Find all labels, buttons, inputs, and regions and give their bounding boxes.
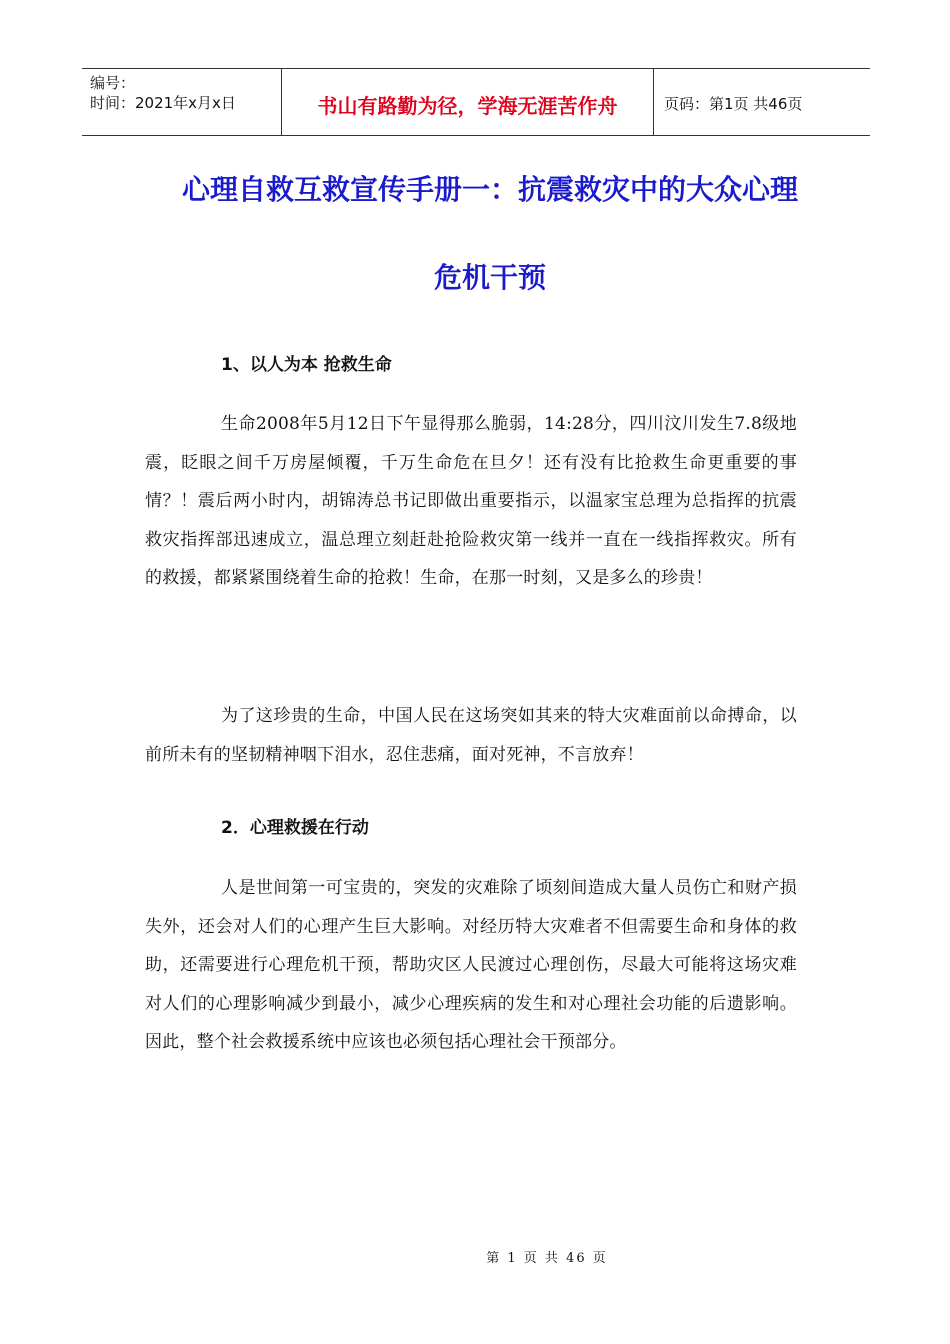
document-title-line-2: 危机干预 <box>433 261 546 294</box>
section-1-paragraph-1: 生命2008年5月12日下午显得那么脆弱，14:28分，四川汶川发生7.8级地震，眨眼之间千万房屋倾覆，千万生命危在旦夕！还有没有比抢救生命更重要的事情？！震后两小时内，胡锦涛总书记即做出重要指示，以温家宝总理为总指挥的抗震救灾指挥部迅速成立，温总理立刻赶赴抢险救灾第一线并一直在一线指挥救灾。所有的救援，都紧紧围绕着生命的抢救！生命，在那一时刻，又是多么的珍贵！ <box>145 414 797 588</box>
page-footer: 第 1 页 共 46 页 <box>486 1251 608 1266</box>
document-header <box>82 68 870 136</box>
header-meta <box>82 69 282 135</box>
header-page-info: 页码：第1页 共46页 <box>664 94 803 113</box>
section-heading-1: 1、以人为本 抢救生命 <box>221 355 392 375</box>
document-title-line-1: 心理自救互救宣传手册一：抗震救灾中的大众心理 <box>181 173 798 206</box>
section-1-paragraph-2: 为了这珍贵的生命，中国人民在这场突如其来的特大灾难面前以命搏命，以前所未有的坚韧精神咽下泪水，忍住悲痛，面对死神，不言放弃！ <box>145 706 797 765</box>
header-motto: 书山有路勤为径，学海无涯苦作舟 <box>282 69 654 135</box>
section-2-paragraph-1: 人是世间第一可宝贵的，突发的灾难除了顷刻间造成大量人员伤亡和财产损失外，还会对人们的心理产生巨大影响。对经历特大灾难者不但需要生命和身体的救助，还需要进行心理危机干预，帮助灾区人民渡过心理创伤，尽最大可能将这场灾难对人们的心理影响减少到最小，减少心理疾病的发生和对心理社会功能的后遗影响。因此，整个社会救援系统中应该也必须包括心理社会干预部分。 <box>145 878 797 1052</box>
document-number: 编号： <box>90 74 136 92</box>
section-heading-2: 2．心理救援在行动 <box>221 818 369 838</box>
document-date: 时间：2021年x月x日 <box>90 94 236 112</box>
